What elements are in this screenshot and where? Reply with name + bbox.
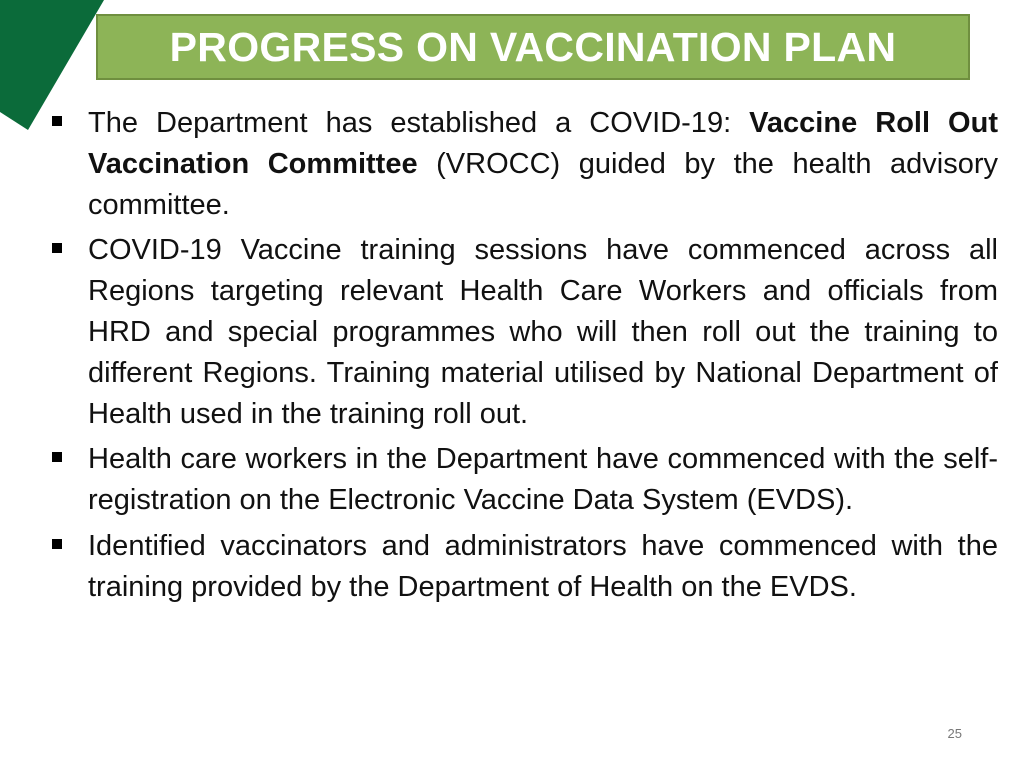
bullet-1-text-pre: The Department has established a COVID-19: — [88, 107, 750, 139]
bullet-4-text: Identified vaccinators and administrators have commenced with the training provided by the Department of Health on the EVDS. — [88, 529, 998, 603]
bullet-1-text-bold: Vaccine Roll Out Vaccination Committee — [88, 107, 998, 180]
bullet-3-text: Health care workers in the Department have commenced with the self-registration on the Electronic Vaccine Data System (EVDS). — [88, 443, 998, 517]
bullet-marker-icon — [52, 452, 62, 462]
title-banner — [96, 14, 970, 80]
bullet-2-text: COVID-19 Vaccine training sessions have commenced across all Regions targeting relevant Health Care Workers and officials from HRD and special programmes who will then roll out the training to different Regions. Training material utilised by National Department of Health used in the training roll out. — [88, 234, 998, 430]
bullet-marker-icon — [52, 539, 62, 549]
slide-title: PROGRESS ON VACCINATION PLAN — [169, 23, 897, 70]
bullet-marker-icon — [52, 243, 62, 253]
bullet-item-4 — [40, 526, 998, 608]
page-number: 25 — [947, 726, 962, 741]
bullet-list — [40, 103, 998, 613]
bullet-item-3 — [40, 439, 998, 521]
bullet-marker-icon — [52, 116, 62, 126]
bullet-1-text-post: (VROCC) guided by the health advisory committee. — [88, 147, 998, 221]
bullet-item-1 — [40, 103, 998, 225]
bullet-item-2 — [40, 230, 998, 434]
